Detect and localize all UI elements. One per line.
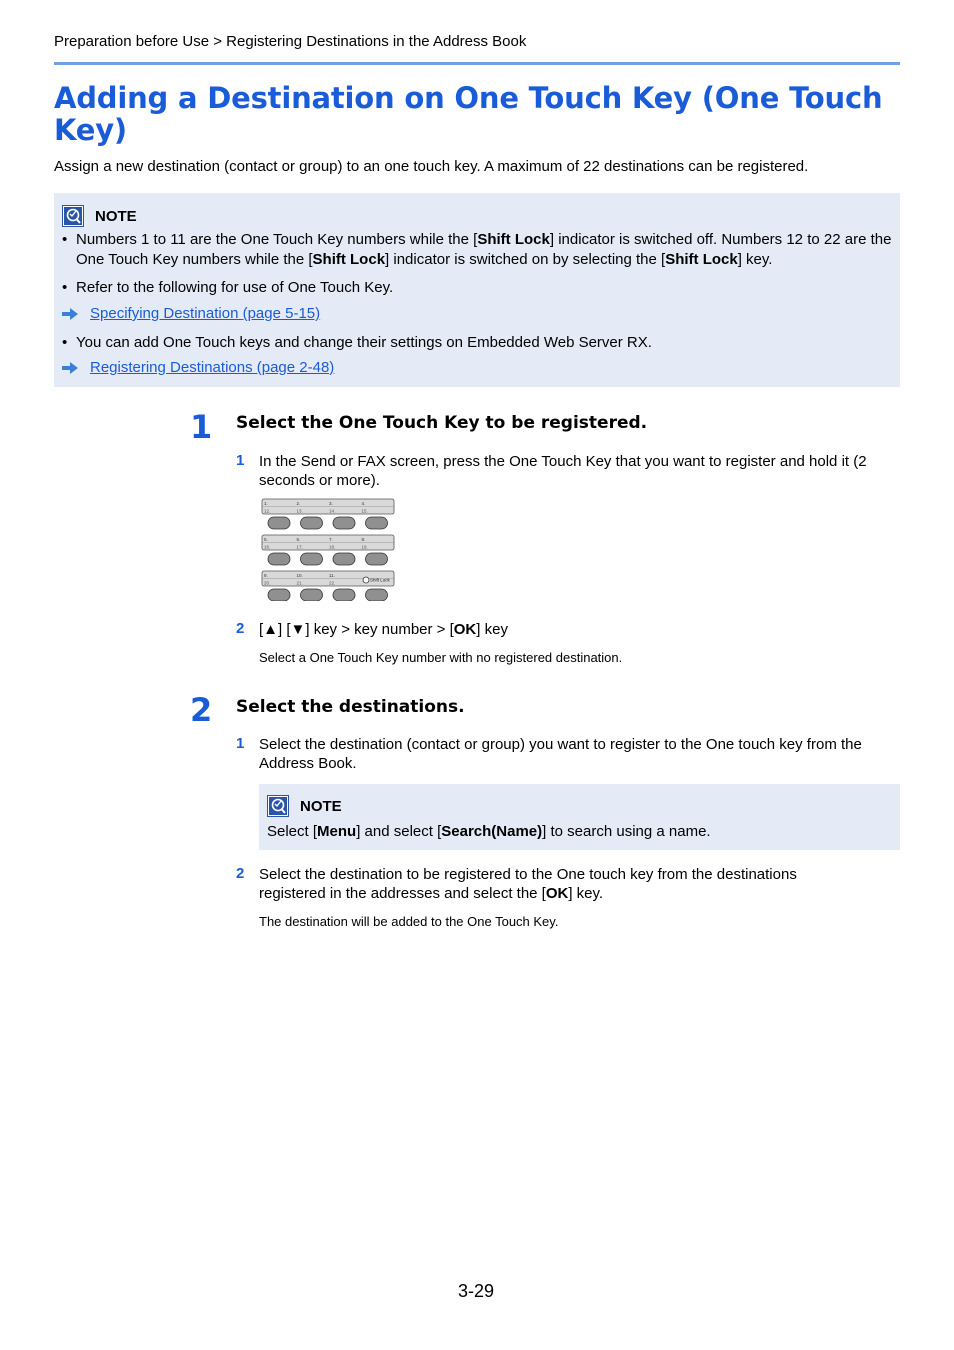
one-touch-key-button bbox=[268, 517, 290, 529]
one-touch-key-panel bbox=[260, 497, 400, 601]
key-number-label: 4. bbox=[361, 501, 366, 506]
key-number-label: 1. bbox=[264, 501, 268, 506]
key-number-label: 18. bbox=[329, 544, 336, 550]
key-number-label: 7. bbox=[329, 537, 333, 542]
shift-lock-indicator bbox=[363, 577, 369, 583]
step-number: 1 bbox=[190, 408, 213, 446]
note-bullet-text: Refer to the following for use of One Touch Key. bbox=[76, 279, 394, 296]
one-touch-key-button bbox=[301, 589, 323, 601]
page-title: Adding a Destination on One Touch Key (One Touch Key) bbox=[54, 81, 883, 147]
one-touch-key-button bbox=[333, 517, 355, 529]
arrow-right-icon bbox=[62, 308, 78, 320]
substep-note: The destination will be added to the One Touch Key. bbox=[259, 914, 559, 929]
one-touch-key-button bbox=[301, 517, 323, 529]
bullet-dot: • bbox=[62, 279, 68, 296]
key-number-label: 5. bbox=[264, 537, 268, 542]
text-run: [▲] [▼] key > key number > [ bbox=[259, 621, 454, 638]
substep-text: In the Send or FAX screen, press the One Touch Key that you want to register and hold it (2 seconds or more). bbox=[259, 453, 867, 489]
text-run: ] indicator is switched off. Numbers 12 to 22 are the One Touch Key numbers while the [ bbox=[76, 231, 892, 268]
note-label: NOTE bbox=[95, 207, 137, 225]
bold-run: OK bbox=[453, 621, 477, 638]
step-title: Select the destinations. bbox=[236, 697, 465, 717]
note-text bbox=[267, 822, 711, 841]
step-title: Select the One Touch Key to be registered. bbox=[236, 413, 648, 433]
note-icon bbox=[62, 205, 84, 227]
key-number-label: 14. bbox=[329, 508, 336, 514]
text-run: ] key. bbox=[737, 251, 773, 268]
key-number-label: 12. bbox=[264, 508, 271, 514]
bold-run: Shift Lock bbox=[665, 251, 738, 268]
key-number-label: 17. bbox=[296, 544, 303, 550]
key-number-label: 16. bbox=[264, 544, 271, 550]
text-run: ] indicator is switched on by selecting the [ bbox=[385, 251, 666, 268]
substep-number: 1 bbox=[236, 452, 245, 469]
key-number-label: 21. bbox=[296, 580, 303, 586]
arrow-right-icon bbox=[62, 362, 78, 374]
bullet-dot: • bbox=[62, 334, 68, 351]
text-run: ] and select [ bbox=[356, 823, 442, 840]
key-number-label: 11. bbox=[329, 573, 335, 578]
bold-run: Search(Name) bbox=[441, 823, 543, 840]
header-rule bbox=[54, 62, 900, 65]
link-registering-destinations[interactable]: Registering Destinations (page 2-48) bbox=[90, 359, 335, 376]
substep-number: 2 bbox=[236, 620, 245, 637]
text-run: ] to search using a name. bbox=[542, 823, 711, 840]
link-row bbox=[62, 359, 334, 376]
substep-text: Select the destination (contact or group) you want to register to the One touch key from the Address Book. bbox=[259, 736, 862, 772]
bold-run: Shift Lock bbox=[477, 231, 550, 248]
text-run: Select [ bbox=[267, 823, 318, 840]
note-bullet-text: You can add One Touch keys and change their settings on Embedded Web Server RX. bbox=[76, 334, 652, 351]
one-touch-key-button bbox=[268, 553, 290, 565]
key-number-label: 15. bbox=[361, 508, 368, 514]
one-touch-key-button bbox=[333, 553, 355, 565]
intro-text: Assign a new destination (contact or group) to an one touch key. A maximum of 22 destinations can be registered. bbox=[54, 158, 809, 175]
bold-run: Menu bbox=[317, 823, 357, 840]
substep-text bbox=[259, 865, 859, 903]
key-number-label: 13. bbox=[296, 508, 303, 514]
text-run: Select the destination to be registered to the One touch key from the destinations registered in the addresses and select the [ bbox=[259, 866, 797, 902]
step-number: 2 bbox=[190, 691, 213, 729]
link-row bbox=[62, 305, 320, 322]
note-header bbox=[62, 205, 137, 227]
text-run: Numbers 1 to 11 are the One Touch Key numbers while the [ bbox=[76, 231, 478, 248]
bold-run: OK bbox=[545, 885, 569, 902]
one-touch-key-button bbox=[301, 553, 323, 565]
link-specifying-destination[interactable]: Specifying Destination (page 5-15) bbox=[90, 305, 321, 322]
bullet-dot: • bbox=[62, 231, 68, 248]
substep-number: 2 bbox=[236, 865, 245, 882]
one-touch-key-button bbox=[366, 553, 388, 565]
note-box bbox=[259, 784, 900, 850]
shift-lock-label: Shift Lock bbox=[370, 577, 390, 583]
substep-number: 1 bbox=[236, 735, 245, 752]
key-number-label: 6. bbox=[296, 537, 301, 542]
one-touch-key-button bbox=[366, 589, 388, 601]
bold-run: Shift Lock bbox=[312, 251, 386, 268]
breadcrumb: Preparation before Use > Registering Destinations in the Address Book bbox=[54, 33, 527, 50]
key-number-label: 22. bbox=[329, 580, 336, 586]
substep-text bbox=[259, 620, 508, 639]
page-number: 3-29 bbox=[458, 1281, 495, 1301]
one-touch-key-button bbox=[366, 517, 388, 529]
note-box bbox=[54, 193, 900, 387]
key-number-label: 8. bbox=[361, 537, 366, 542]
note-header bbox=[267, 795, 342, 817]
substep-note: Select a One Touch Key number with no registered destination. bbox=[259, 650, 623, 665]
note-icon bbox=[267, 795, 289, 817]
note-bullet-text bbox=[76, 230, 896, 270]
one-touch-key-button bbox=[268, 589, 290, 601]
key-number-label: 2. bbox=[296, 501, 301, 506]
key-number-label: 9. bbox=[264, 573, 268, 578]
text-run: ] key. bbox=[568, 885, 604, 902]
key-number-label: 19. bbox=[361, 544, 368, 550]
key-number-label: 10. bbox=[296, 573, 303, 578]
key-number-label: 3. bbox=[329, 501, 333, 506]
text-run: ] key bbox=[476, 621, 508, 638]
note-label: NOTE bbox=[300, 797, 342, 815]
key-number-label: 20. bbox=[264, 580, 271, 586]
one-touch-key-button bbox=[333, 589, 355, 601]
